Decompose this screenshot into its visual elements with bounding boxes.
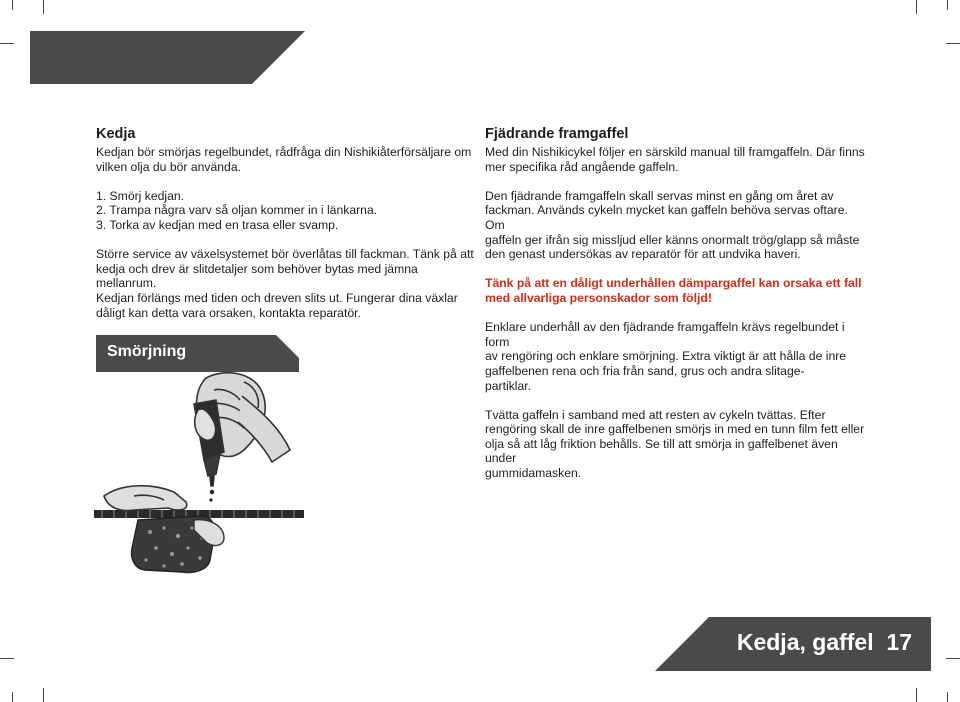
text-line: Den fjädrande framgaffeln skall servas minst en gång om året av	[485, 188, 834, 203]
list-item: 3. Torka av kedjan med en trasa eller svamp.	[96, 217, 339, 232]
chain-oiling-illustration	[94, 370, 304, 585]
text-line: mer specifika råd angående gaffeln.	[485, 159, 679, 174]
list-item: 2. Trampa några varv så oljan kommer in i länkarna.	[96, 203, 378, 218]
list-item: 1. Smörj kedjan.	[96, 188, 185, 203]
text-line: fackman. Används cykeln mycket kan gaffeln behöva servas oftare. Om	[485, 203, 848, 232]
text-line: Kedjan förlängs med tiden och dreven slits ut. Fungerar dina växlar	[96, 290, 458, 305]
text-line: partiklar.	[485, 378, 532, 393]
crop-mark	[0, 658, 14, 659]
text-line: olja så att låg friktion behålls. Se till att smörja in gaffelbenet även under	[485, 436, 838, 466]
crop-mark	[43, 688, 44, 702]
service-paragraph	[485, 189, 870, 262]
lubrication-tab-label: Smörjning	[107, 343, 187, 360]
crop-mark	[946, 658, 960, 659]
intro-paragraph	[96, 145, 476, 174]
washing-paragraph	[485, 408, 870, 481]
text-line: gummidamasken.	[485, 466, 582, 481]
crop-mark	[0, 43, 14, 44]
text-line: gaffeln ger ifrån sig missljud eller känns onormalt trög/glapp så måste	[485, 232, 860, 247]
crop-mark	[916, 0, 917, 14]
text-line: vilken olja du bör använda.	[96, 159, 241, 174]
crop-mark	[947, 0, 948, 10]
text-line: med allvarliga personskador som följd!	[485, 290, 712, 305]
chain-section	[96, 125, 476, 335]
text-line: Tänk på att en dåligt underhållen dämpargaffel kan orsaka ett fall	[485, 276, 862, 291]
crop-mark	[916, 688, 917, 702]
text-line: Med din Nishikicykel följer en särskild manual till framgaffeln. Där finns	[485, 145, 865, 159]
footer-title: Kedja, gaffel	[736, 629, 874, 655]
crop-mark	[946, 43, 960, 44]
text-line: Större service av växelsystemet bör överlåtas till fackman. Tänk på att	[96, 247, 474, 262]
section-heading: Fjädrande framgaffel	[485, 126, 629, 142]
page-number: 17	[886, 629, 912, 655]
fork-section	[485, 125, 870, 495]
header-banner	[30, 31, 305, 84]
text-line: Kedjan bör smörjas regelbundet, rådfråga din Nishikiåterförsäljare om	[96, 145, 472, 159]
section-heading: Kedja	[96, 126, 136, 142]
crop-mark	[43, 0, 44, 14]
text-line: kedja och drev är slitdetaljer som behöver bytas med jämna mellanrum.	[96, 261, 418, 291]
maintenance-paragraph	[485, 320, 870, 393]
crop-mark	[12, 692, 13, 702]
warning-paragraph	[485, 276, 870, 305]
text-line: Enklare underhåll av den fjädrande framgaffeln krävs regelbundet i form	[485, 320, 845, 349]
text-line: Tvätta gaffeln i samband med att resten av cykeln tvättas. Efter	[485, 407, 826, 422]
text-line: den genast undersökas av reparatör för att undvika haveri.	[485, 247, 801, 262]
text-line: gaffelbenen rena och fria från sand, grus och andra slitage-	[485, 363, 805, 378]
crop-mark	[947, 692, 948, 702]
text-line: dåligt kan detta vara orsaken, kontakta reparatör.	[96, 305, 361, 320]
text-line: rengöring skall de inre gaffelbenen smörjs in med en tunn film fett eller	[485, 422, 865, 437]
text-line: av rengöring och enklare smörjning. Extra viktigt är att hålla de inre	[485, 349, 847, 364]
page-footer-title	[737, 629, 912, 656]
steps-list	[96, 189, 476, 233]
service-paragraph	[96, 247, 476, 320]
intro-paragraph	[485, 145, 870, 174]
crop-mark	[12, 0, 13, 10]
